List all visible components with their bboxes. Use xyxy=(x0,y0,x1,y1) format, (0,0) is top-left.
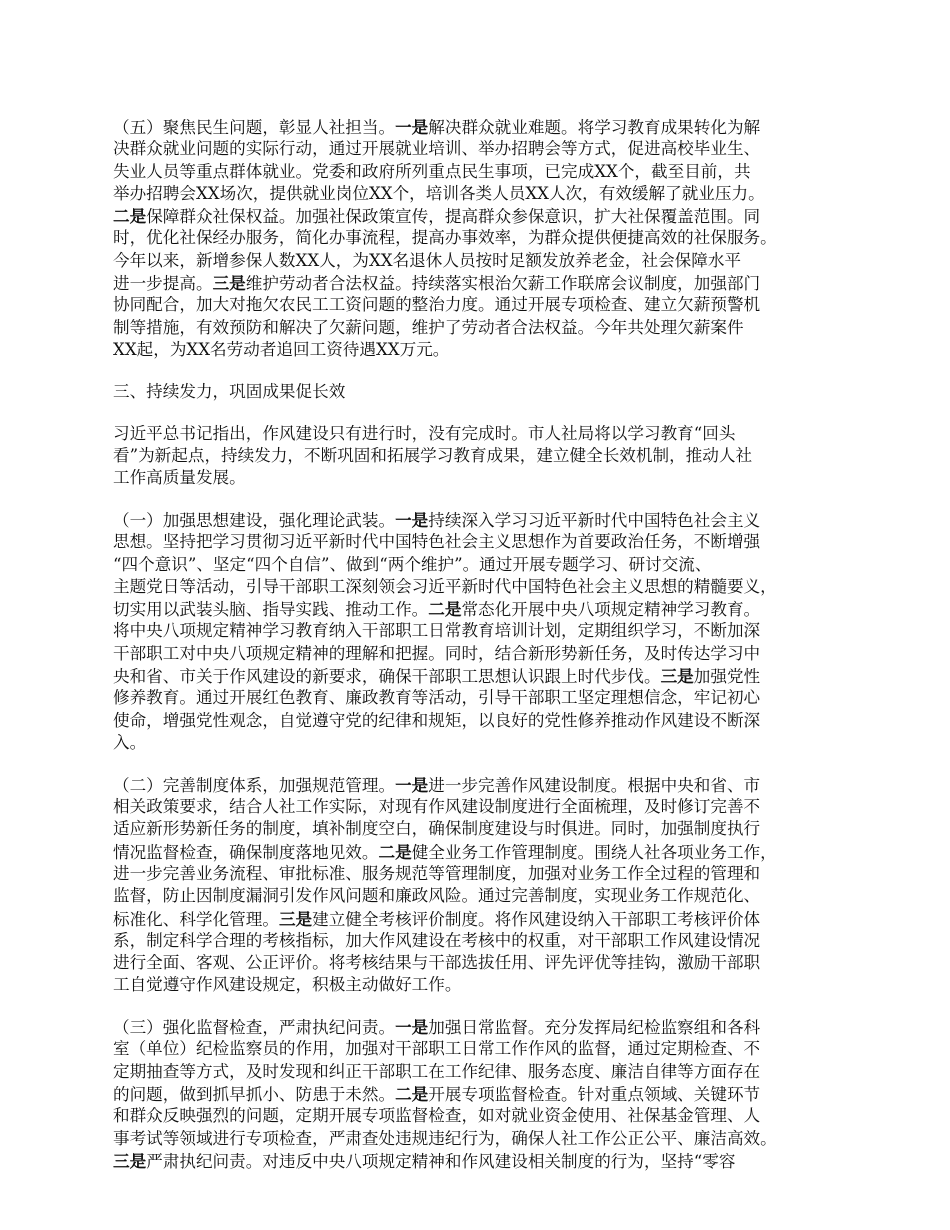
text-line xyxy=(113,952,853,974)
text-line xyxy=(113,205,853,227)
text-line xyxy=(113,294,853,316)
text-segment: （二）完善制度体系，加强规范管理。 xyxy=(113,775,396,795)
text-line xyxy=(113,1105,853,1127)
text-segment: 入。 xyxy=(113,732,147,752)
text-line xyxy=(113,732,853,754)
text-segment: 事考试等领域进行专项检查，严肃查处违规违纪行为，确保人社工作公正公平、廉洁高效。 xyxy=(113,1128,777,1148)
text-segment: （三）强化监督检查，严肃执纪问责。 xyxy=(113,1018,396,1038)
text-line xyxy=(113,1150,853,1172)
text-segment: 习近平总书记指出，作风建设只有进行时，没有完成时。市人社局将以学习教育“回头 xyxy=(113,423,736,443)
bold-label: 三是 xyxy=(113,1150,147,1171)
text-line xyxy=(113,250,853,272)
bold-label: 二是 xyxy=(428,599,462,620)
section-5-people-livelihood xyxy=(113,116,853,361)
text-segment: 进行全面、客观、公正评价。将考核结果与干部选拔任用、评先评优等挂钩，激励干部职 xyxy=(113,953,761,973)
text-line xyxy=(113,710,853,732)
text-segment: 进一步提高。 xyxy=(113,274,213,294)
text-segment: 今年以来，新增参保人数XX人，为XX名退休人员按时足额发放养老金，社会保障水平 xyxy=(113,250,742,270)
document-body xyxy=(113,116,853,1192)
text-line xyxy=(113,227,853,249)
text-segment: 的问题，做到抓早抓小、防患于未然。 xyxy=(113,1085,396,1105)
text-segment: 工作高质量发展。 xyxy=(113,468,246,488)
text-segment: 工自觉遵守作风建设规定，积极主动做好工作。 xyxy=(113,975,462,995)
text-line xyxy=(113,930,853,952)
text-line xyxy=(113,138,853,160)
text-line xyxy=(113,598,853,620)
text-line xyxy=(113,317,853,339)
text-segment: 建立健全考核评价制度。将作风建设纳入干部职工考核评价体 xyxy=(312,909,761,929)
bold-label: 二是 xyxy=(378,841,412,862)
text-segment: 使命，增强党性观念，自觉遵守党的纪律和规矩，以良好的党性修养推动作风建设不断深 xyxy=(113,710,761,730)
text-segment: 进一步完善业务流程、审批标准、服务规范等管理制度，加强对业务工作全过程的管理和 xyxy=(113,863,761,883)
text-segment: 失业人员等重点群体就业。党委和政府所列重点民生事项，已完成XX个，截至目前，共 xyxy=(113,161,751,181)
text-segment: 三、持续发力，巩固成果促长效 xyxy=(113,381,346,401)
bold-label: 二是 xyxy=(395,1084,429,1105)
text-segment: 健全业务工作管理制度。围绕人社各项业务工作， xyxy=(411,842,777,862)
text-segment: 举办招聘会XX场次，提供就业岗位XX个，培训各类人员XX人次，有效缓解了就业压力。 xyxy=(113,183,765,203)
text-segment: 相关政策要求，结合人社工作实际，对现有作风建设制度进行全面梳理，及时修订完善不 xyxy=(113,797,761,817)
text-line xyxy=(113,183,853,205)
text-line xyxy=(113,576,853,598)
text-segment: （一）加强思想建设，强化理论武装。 xyxy=(113,510,396,530)
bold-label: 三是 xyxy=(660,666,694,687)
text-segment: 干部职工对中央八项规定精神的理解和把握。同时，结合新形势新任务，及时传达学习中 xyxy=(113,643,761,663)
text-line xyxy=(113,161,853,183)
text-segment: 维护劳动者合法权益。持续落实根治欠薪工作联席会议制度，加强部门 xyxy=(245,274,761,294)
text-line xyxy=(113,774,853,796)
text-line xyxy=(113,509,853,531)
text-segment: 适应新形势新任务的制度，填补制度空白，确保制度建设与时俱进。同时，加强制度执行 xyxy=(113,819,761,839)
text-segment: 定期抽查等方式，及时发现和纠正干部职工在工作纪律、服务态度、廉洁自律等方面存在 xyxy=(113,1061,761,1081)
text-line xyxy=(113,885,853,907)
text-line xyxy=(113,1128,853,1150)
text-segment: 修养教育。通过开展红色教育、廉政教育等活动，引导干部职工坚定理想信念，牢记初心 xyxy=(113,688,761,708)
text-segment: 监督，防止因制度漏洞引发作风问题和廉政风险。通过完善制度，实现业务工作规范化、 xyxy=(113,886,761,906)
text-segment: 室（单位）纪检监察员的作用，加强对干部职工日常工作作风的监督，通过定期检查、不 xyxy=(113,1039,761,1059)
text-segment: 切实用以武装头脑、指导实践、推动工作。 xyxy=(113,600,429,620)
heading-part-3 xyxy=(113,381,853,403)
text-segment: 主题党日等活动，引导干部职工深刻领会习近平新时代中国特色社会主义思想的精髓要义， xyxy=(113,576,777,596)
text-line xyxy=(113,687,853,709)
text-line xyxy=(113,423,853,445)
text-line xyxy=(113,665,853,687)
subsection-1-ideology xyxy=(113,509,853,754)
text-segment: 情况监督检查，确保制度落地见效。 xyxy=(113,842,379,862)
text-segment: 系，制定科学合理的考核指标，加大作风建设在考核中的权重，对干部职工作风建设情况 xyxy=(113,930,761,950)
text-segment: XX起，为XX名劳动者追回工资待遇XX万元。 xyxy=(113,339,450,359)
bold-label: 一是 xyxy=(395,1017,429,1038)
text-segment: “四个意识”、坚定“四个自信”、做到“两个维护”。通过开展专题学习、研讨交流、 xyxy=(113,554,712,574)
text-line xyxy=(113,863,853,885)
text-line xyxy=(113,531,853,553)
text-line xyxy=(113,974,853,996)
text-line xyxy=(113,445,853,467)
text-segment: 加强党性 xyxy=(693,667,761,687)
subsection-2-institutions xyxy=(113,774,853,997)
text-line xyxy=(113,116,853,138)
text-line xyxy=(113,1061,853,1083)
text-line xyxy=(113,339,853,361)
text-segment: 开展专项监督检查。针对重点领域、关键环节 xyxy=(428,1085,761,1105)
text-line xyxy=(113,381,853,403)
text-line xyxy=(113,643,853,665)
text-segment: 将中央八项规定精神学习教育纳入干部职工日常教育培训计划，定期组织学习，不断加深 xyxy=(113,621,761,641)
text-segment: 解决群众就业难题。将学习教育成果转化为解 xyxy=(428,118,761,137)
text-segment: 思想。坚持把学习贯彻习近平新时代中国特色社会主义思想作为首要政治任务，不断增强 xyxy=(113,532,761,552)
text-segment: 加强日常监督。充分发挥局纪检监察组和各科 xyxy=(428,1018,761,1038)
bold-label: 三是 xyxy=(212,273,246,294)
subsection-3-supervision xyxy=(113,1016,853,1172)
text-segment: 看”为新起点，持续发力，不断巩固和拓展学习教育成果，建立健全长效机制，推动人社 xyxy=(113,445,753,465)
text-line xyxy=(113,554,853,576)
text-segment: 制等措施，有效预防和解决了欠薪问题，维护了劳动者合法权益。今年共处理欠薪案件 xyxy=(113,317,744,337)
text-line xyxy=(113,818,853,840)
text-line xyxy=(113,1038,853,1060)
text-segment: 决群众就业问题的实际行动，通过开展就业培训、举办招聘会等方式，促进高校毕业生、 xyxy=(113,139,761,159)
text-segment: 标准化、科学化管理。 xyxy=(113,909,279,929)
text-segment: 进一步完善作风建设制度。根据中央和省、市 xyxy=(428,775,761,795)
bold-label: 一是 xyxy=(395,509,429,530)
bold-label: 一是 xyxy=(395,774,429,795)
text-line xyxy=(113,467,853,489)
bold-label: 一是 xyxy=(395,117,429,137)
text-segment: 时，优化社保经办服务，简化办事流程，提高办事效率，为群众提供便捷高效的社保服务。 xyxy=(113,228,777,248)
text-segment: （五）聚焦民生问题，彰显人社担当。 xyxy=(113,118,396,137)
text-segment: 央和省、市关于作风建设的新要求，确保干部职工思想认识跟上时代步伐。 xyxy=(113,667,661,687)
text-segment: 保障群众社保权益。加强社保政策宣传，提高群众参保意识，扩大社保覆盖范围。同 xyxy=(146,207,761,227)
text-line xyxy=(113,841,853,863)
bold-label: 二是 xyxy=(113,206,147,227)
text-segment: 常态化开展中央八项规定精神学习教育。 xyxy=(461,600,761,620)
text-segment: 严肃执纪问责。对违反中央八项规定精神和作风建设相关制度的行为，坚持“零容 xyxy=(146,1151,736,1171)
text-line xyxy=(113,272,853,294)
text-line xyxy=(113,908,853,930)
text-line xyxy=(113,1083,853,1105)
text-line xyxy=(113,1016,853,1038)
text-segment: 协同配合，加大对拖欠农民工工资问题的整治力度。通过开展专项检查、建立欠薪预警机 xyxy=(113,295,761,315)
text-segment: 持续深入学习习近平新时代中国特色社会主义 xyxy=(428,510,761,530)
bold-label: 三是 xyxy=(278,908,313,929)
text-line xyxy=(113,620,853,642)
text-line xyxy=(113,796,853,818)
text-segment: 和群众反映强烈的问题，定期开展专项监督检查，如对就业资金使用、社保基金管理、人 xyxy=(113,1106,761,1126)
part-3-intro xyxy=(113,423,853,490)
